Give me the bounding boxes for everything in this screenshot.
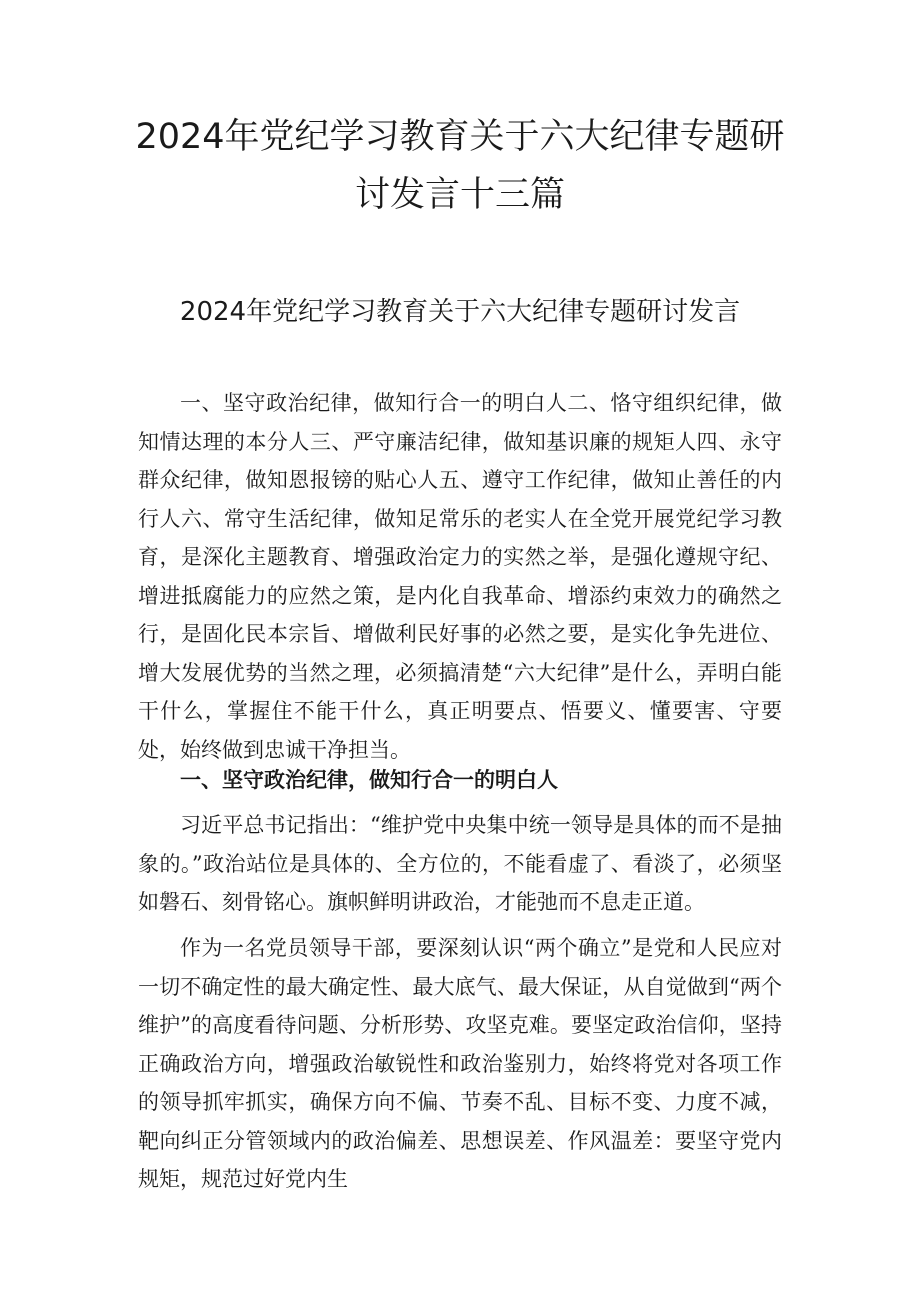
quote-paragraph: 习近平总书记指出：“维护党中央集中统一领导是具体的而不是抽象的。”政治站位是具体的、全方位的，不能看虚了、看淡了，必须坚如磐石、刻骨铭心。旗帜鲜明讲政治，才能弛而不息走正道。 [138, 813, 782, 914]
document-title-line-2: 讨发言十三篇 [354, 175, 565, 215]
document-title [130, 108, 790, 224]
intro-paragraph: 一、坚守政治纪律，做知行合一的明白人二、恪守组织纪律，做知情达理的本分人三、严守廉洁纪律，做知基识廉的规矩人四、永守群众纪律，做知恩报镑的贴心人五、遵守工作纪律，做知止善任的内行人六、常守生活纪律，做知足常乐的老实人在全党开展党纪学习教育，是深化主题教育、增强政治定力的实然之举，是强化遵规守纪、增进抵腐能力的应然之策，是内化自我革命、增添约束效力的确然之行，是固化民本宗旨、增做利民好事的必然之要，是实化争先进位、增大发展优势的当然之理，必须搞清楚“六大纪律”是什么，弄明白能干什么，掌握住不能干什么，真正明要点、悟要义、懂要害、守要处，始终做到忠诚干净担当。 [138, 391, 782, 762]
document-title-line-1: 2024年党纪学习教育关于六大纪律专题研 [135, 117, 785, 157]
section-heading-1: 一、坚守政治纪律，做知行合一的明白人 [180, 768, 558, 792]
body-paragraph: 作为一名党员领导干部，要深刻认识“两个确立”是党和人民应对一切不确定性的最大确定性、最大底气、最大保证，从自觉做到“两个维护”的高度看待问题、分析形势、攻坚克难。要坚定政治信仰，坚持正确政治方向，增强政治敏锐性和政治鉴别力，始终将党对各项工作的领导抓牢抓实，确保方向不偏、节奏不乱、目标不变、力度不减，靶向纠正分管领域内的政治偏差、思想误差、作风温差：要坚守党内规矩，规范过好党内生 [138, 936, 782, 1191]
document-subtitle: 2024年党纪学习教育关于六大纪律专题研讨发言 [179, 297, 741, 327]
